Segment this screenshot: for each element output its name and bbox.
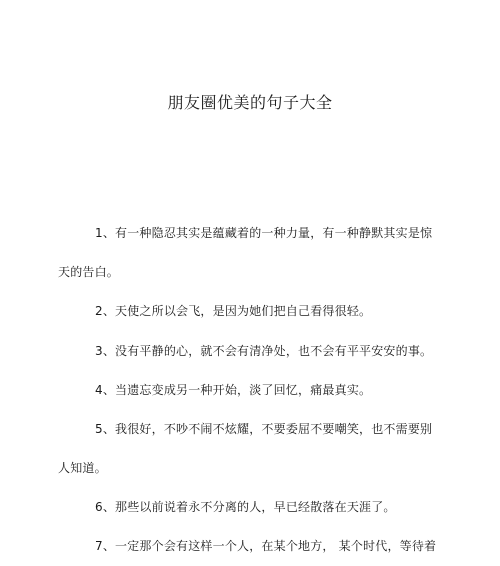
- paragraph-line: 3、没有平静的心，就不会有清净处，也不会有平平安安的事。: [95, 344, 433, 358]
- paragraph-line: 1、有一种隐忍其实是蕴藏着的一种力量，有一种静默其实是惊: [95, 226, 433, 240]
- paragraph-line: 4、当遗忘变成另一种开始，淡了回忆，痛最真实。: [95, 383, 372, 397]
- paragraph-line: 人知道。: [58, 461, 107, 475]
- paragraph-line: 2、天使之所以会飞，是因为她们把自己看得很轻。: [95, 304, 372, 318]
- paragraph-line: 6、那些以前说着永不分离的人，早已经散落在天涯了。: [95, 500, 396, 514]
- document-title: 朋友圈优美的句子大全: [167, 93, 333, 112]
- paragraph-line: 天的告白。: [58, 265, 120, 279]
- paragraph-line: 7、一定那个会有这样一个人，在某个地方， 某个时代，等待着: [95, 539, 437, 553]
- paragraph-line: 5、我很好，不吵不闹不炫耀，不要委屈不要嘲笑，也不需要别: [95, 422, 433, 436]
